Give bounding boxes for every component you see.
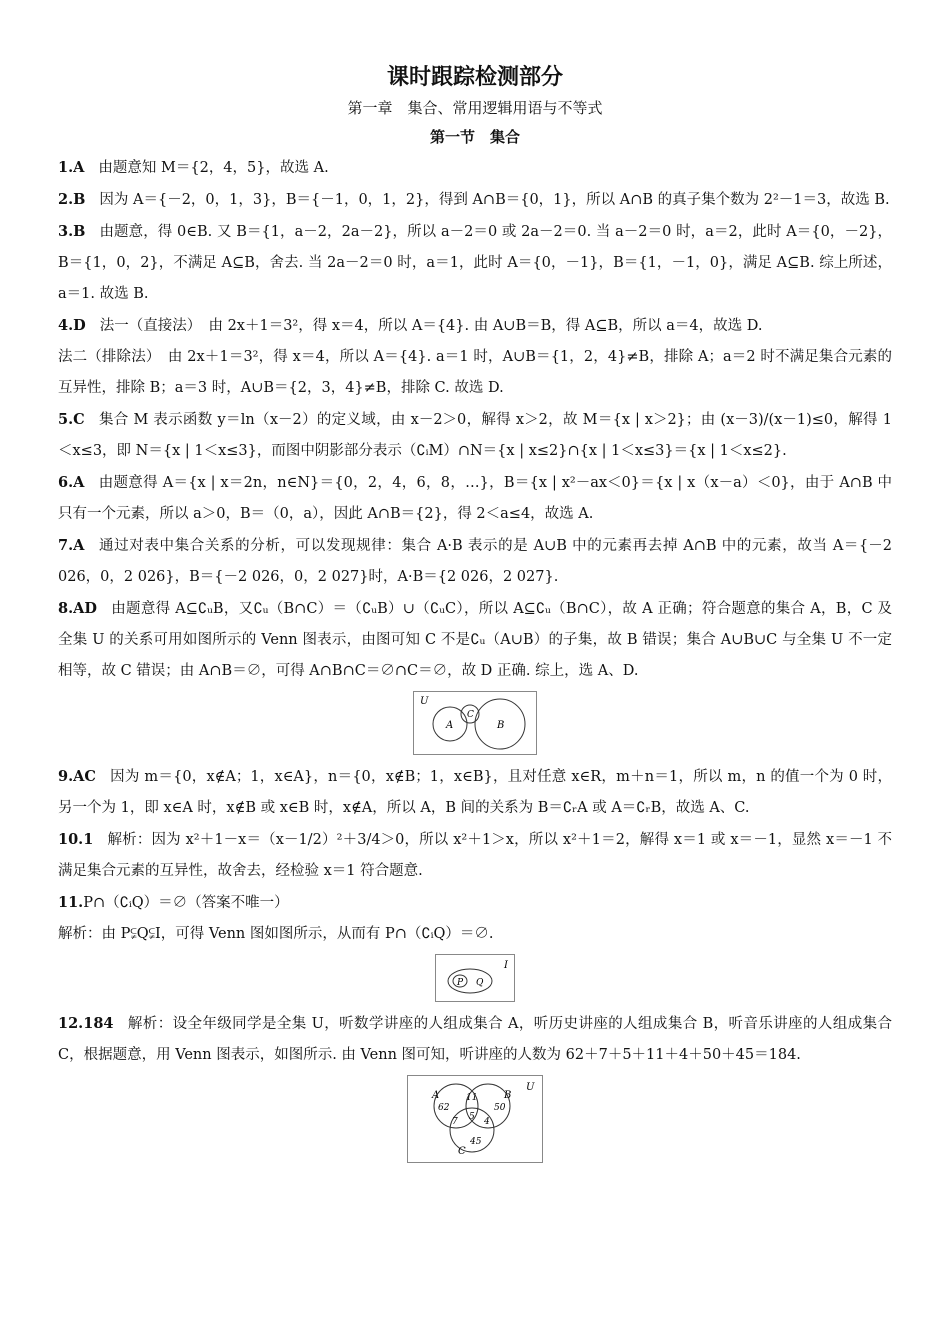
- label-c: C: [467, 710, 474, 720]
- answer-item-1: 1.A 由题意知 M＝{2，4，5}，故选 A.: [58, 159, 329, 176]
- answer-item-2: 2.B 因为 A＝{－2，0，1，3}，B＝{－1，0，1，2}，得到 A∩B＝{0，1}，所以 A∩B 的真子集个数为 2²－1＝3，故选 B.: [58, 191, 890, 208]
- chapter-title: 第一章 集合、常用逻辑用语与不等式: [347, 99, 603, 117]
- count-ac: 7: [452, 1117, 458, 1127]
- count-bc: 4: [484, 1117, 490, 1127]
- label-u: U: [526, 1082, 535, 1093]
- answer-item-11: 11.P∩（∁ᵢQ）＝∅（答案不唯一）: [58, 894, 289, 911]
- venn-figure-11: [58, 954, 892, 1002]
- venn-diagram-pq: [435, 954, 515, 1002]
- answer-item-7: 7.A 通过对表中集合关系的分析，可以发现规律：集合 A·B 表示的是 A∪B 中的元素再去掉 A∩B 中的元素，故当 A＝{－2 026，0，2 026}，B＝{－2 026，0，2 027}时，A·B＝{2 026，2 027}.: [58, 537, 892, 585]
- answer-item-8: 8.AD 由题意得 A⊆∁ᵤB，又∁ᵤ（B∩C）＝（∁ᵤB）∪（∁ᵤC），所以 A⊆∁ᵤ（B∩C），故 A 正确；符合题意的集合 A，B，C 及全集 U 的关系可用如图所示的 Venn 图表示，由图可知 C 不是∁ᵤ（A∪B）的子集，故 B 错误；集合 A∪B∪C 与全集 U 不一定相等，故 C 错误；由 A∩B＝∅，可得 A∩B∩C＝∅∩C＝∅，故 D 正确. 综上，选 A、D.: [58, 600, 892, 679]
- venn-figure-12: [58, 1075, 892, 1163]
- section-title: 第一节 集合: [429, 128, 520, 146]
- count-b-only: 50: [494, 1103, 506, 1113]
- label-b: B: [497, 720, 505, 731]
- page-title: 课时跟踪检测部分: [386, 64, 563, 90]
- ellipse-q: [448, 969, 492, 993]
- answer-item-5: 5.C 集合 M 表示函数 y＝ln（x－2）的定义域，由 x－2＞0，解得 x＞2，故 M＝{x | x＞2}；由 (x－3)/(x－1)≤0，解得 1＜x≤3，即 N＝{x | 1＜x≤3}，而图中阴影部分表示（∁ᵢM）∩N＝{x | x≤2}∩{x | 1＜x≤3}＝{x | 1＜x≤2}.: [58, 411, 893, 459]
- document-page: [58, 60, 892, 1169]
- count-abc: 5: [469, 1112, 475, 1122]
- count-ab: 11: [466, 1093, 478, 1103]
- answer-item-4: 4.D 法一（直接法） 由 2x＋1＝3²，得 x＝4，所以 A＝{4}. 由 A∪B＝B，得 A⊆B，所以 a＝4，故选 D.: [58, 317, 763, 334]
- venn-figure-8: [58, 691, 892, 755]
- label-i: I: [504, 960, 508, 971]
- label-a: A: [446, 720, 454, 731]
- answer-item-4-method2: 法二（排除法） 由 2x＋1＝3²，得 x＝4，所以 A＝{4}. a＝1 时，A∪B＝{1，2，4}≠B，排除 A；a＝2 时不满足集合元素的互异性，排除 B；a＝3 时，A∪B＝{2，3，4}≠B，排除 C. 故选 D.: [58, 349, 892, 396]
- count-a-only: 62: [438, 1103, 450, 1113]
- answer-item-11-explain: 解析：由 P⫋Q⫋I，可得 Venn 图如图所示，从而有 P∩（∁ᵢQ）＝∅.: [58, 926, 494, 942]
- venn-diagram-abc-counts: [407, 1075, 543, 1163]
- answer-item-10: 10.1 解析：因为 x²＋1－x＝（x－1/2）²＋3/4＞0，所以 x²＋1＞x，所以 x²＋1＝2，解得 x＝1 或 x＝－1，显然 x＝－1 不满足集合元素的互异性，故舍去，经检验 x＝1 符合题意.: [58, 831, 892, 879]
- answer-item-3: 3.B 由题意，得 0∈B. 又 B＝{1，a－2，2a－2}，所以 a－2＝0 或 2a－2＝0. 当 a－2＝0 时，a＝2，此时 A＝{0，－2}，B＝{1，0，2}，不满足 A⊆B，舍去. 当 2a－2＝0 时，a＝1，此时 A＝{0，－1}，B＝{1，－1，0}，满足 A⊆B. 综上所述，a＝1. 故选 B.: [58, 223, 892, 302]
- label-b: B: [504, 1090, 512, 1101]
- answer-item-12: 12.184 解析：设全年级同学是全集 U，听数学讲座的人组成集合 A，听历史讲座的人组成集合 B，听音乐讲座的人组成集合 C，根据题意，用 Venn 图表示，如图所示. 由 Venn 图可知，听讲座的人数为 62＋7＋5＋11＋4＋50＋45＝184.: [58, 1015, 892, 1063]
- label-u: U: [420, 696, 429, 707]
- label-p: P: [457, 978, 464, 988]
- label-c: C: [458, 1146, 466, 1157]
- label-a: A: [432, 1090, 440, 1101]
- count-c-only: 45: [470, 1137, 482, 1147]
- venn-diagram-abc: [413, 691, 537, 755]
- answer-item-9: 9.AC 因为 m＝{0，x∉A；1，x∈A}，n＝{0，x∉B；1，x∈B}，且对任意 x∈R，m＋n＝1，所以 m，n 的值一个为 0 时，另一个为 1，即 x∈A 时，x∉B 或 x∈B 时，x∉A，所以 A，B 间的关系为 B＝∁ᵣA 或 A＝∁ᵣB，故选 A、C.: [58, 768, 892, 816]
- label-q: Q: [476, 978, 484, 988]
- answer-item-6: 6.A 由题意得 A＝{x | x＝2n，n∈N}＝{0，2，4，6，8，…}，B＝{x | x²－ax＜0}＝{x | x（x－a）＜0}，由于 A∩B 中只有一个元素，所以 a＞0，B＝（0，a），因此 A∩B＝{2}，得 2＜a≤4，故选 A.: [58, 474, 892, 522]
